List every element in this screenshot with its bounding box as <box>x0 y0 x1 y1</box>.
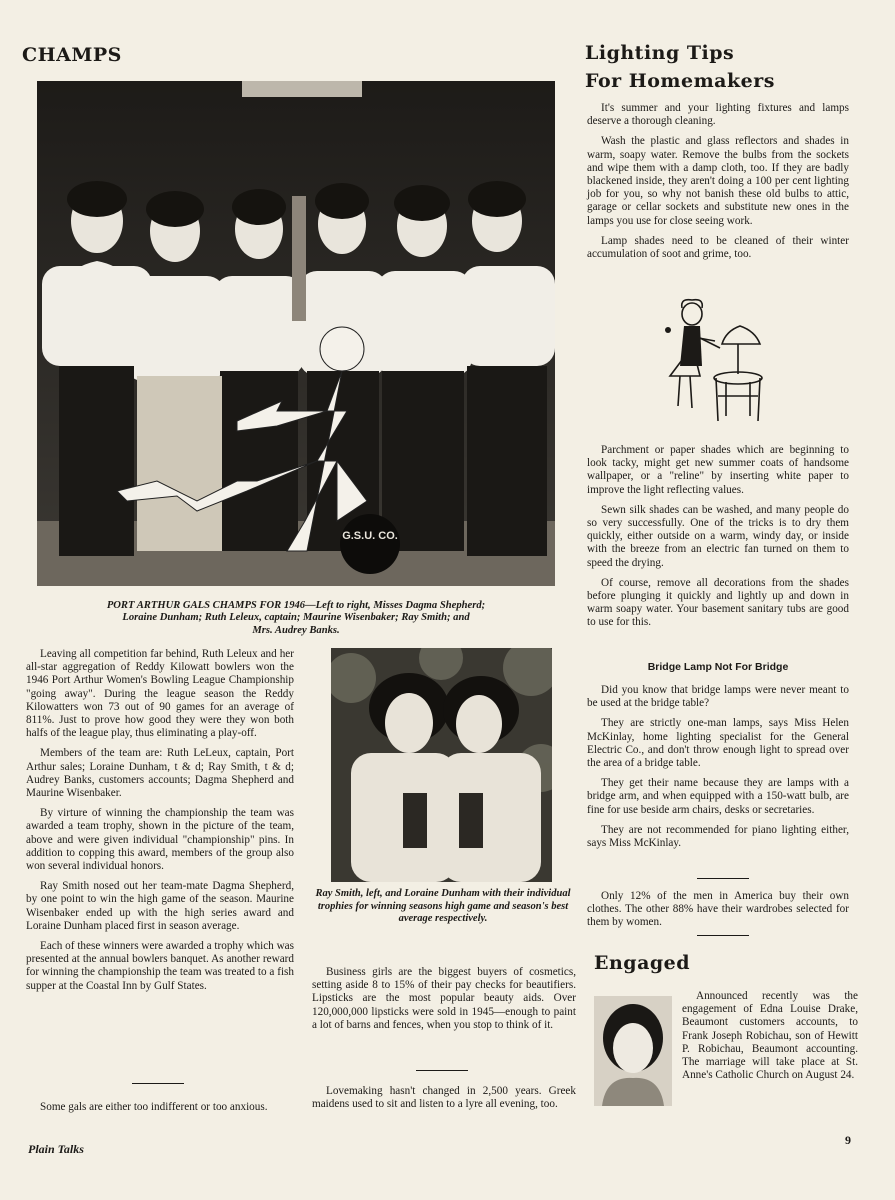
engaged-portrait <box>594 996 672 1106</box>
lighting-tips-heading-line2: For Homemakers <box>585 70 775 92</box>
lighting-paragraph: Sewn silk shades can be washed, and many people do so very successfully. One of the tricks is to dry them quickly, either outside on a warm, windy day, or inside with the breeze from an electric fan turned on them to speed the drying. <box>587 503 849 569</box>
champs-paragraph: Ray Smith nosed out her team-mate Dagma Shepherd, by one point to win the high game of the season. Maurine Wisenbaker ended up with the high series award and Loraine Dunham placed first in season average. <box>26 880 294 932</box>
love-filler-text: Lovemaking hasn't changed in 2,500 years. Greek maidens used to sit and listen to a lyre all evening, too. <box>312 1085 576 1111</box>
divider-rule <box>697 935 749 936</box>
champs-article <box>26 648 294 1000</box>
bridge-paragraph: They get their name because they are lamps with a bridge arm, and when equipped with a 150-watt bulb, are fine for use beside arm chairs, desks or secretaries. <box>587 777 849 816</box>
bridge-lamp-subheading: Bridge Lamp Not For Bridge <box>647 661 789 673</box>
gals-filler-text: Some gals are either too indifferent or too anxious. <box>40 1101 268 1113</box>
cleaning-lamp-cartoon <box>660 296 770 424</box>
team-caption-line2: Loraine Dunham; Ruth Leleux, captain; Maurine Wisenbaker; Ray Smith; and <box>122 612 470 624</box>
magazine-name: Plain Talks <box>28 1142 84 1156</box>
lighting-article-top <box>587 102 849 268</box>
business-filler <box>312 966 576 1039</box>
bridge-paragraph: They are strictly one-man lamps, says Miss Helen McKinlay, home lighting specialist for the General Electric Co., and don't throw enough light to spread over the area of a bridge table. <box>587 717 849 770</box>
pair-photo <box>331 648 552 882</box>
divider-rule <box>132 1083 184 1084</box>
business-filler-text: Business girls are the biggest buyers of cosmetics, setting aside 8 to 15% of their pay checks for beautifiers. Lipsticks are the most popular beauty aids. Over 120,000,000 lipsticks were sold in 1945—enough to paint a lot of barns and fences, when you stop to think of it. <box>312 966 576 1031</box>
divider-rule <box>416 1070 468 1071</box>
team-photo <box>37 81 555 586</box>
pair-photo-caption <box>310 888 576 926</box>
bridge-lamp-article <box>587 684 849 857</box>
engaged-heading: Engaged <box>594 952 691 974</box>
lighting-article-bottom <box>587 444 849 637</box>
love-filler <box>312 1085 576 1118</box>
lighting-paragraph: Of course, remove all decorations from the shades before plunging it quickly and lightly up and down in warm soapy water. Your basement sanitary tubs are good to use for this. <box>587 576 849 629</box>
engaged-article <box>682 990 858 1089</box>
engaged-text: Announced recently was the engagement of Edna Louise Drake, Beaumont customers accounts, to Frank Joseph Robichau, son of Hewitt P. Robichau, Beaumont accounting. The marriage will take place at St. Anne's Catholic Church on August 24. <box>682 990 858 1082</box>
champs-paragraph: Members of the team are: Ruth LeLeux, captain, Port Arthur sales; Loraine Dunham, t & d; Ray Smith, t & d; Audrey Banks, customers accounts; Dagma Shepherd and Maurine Wisenbaker. <box>26 747 294 800</box>
lighting-paragraph: Lamp shades need to be cleaned of their winter accumulation of soot and grime, too. <box>587 234 849 261</box>
team-caption-line3: Mrs. Audrey Banks. <box>252 624 340 636</box>
bridge-paragraph: They are not recommended for piano lighting either, says Miss McKinlay. <box>587 823 849 850</box>
lighting-paragraph: Wash the plastic and glass reflectors and shades in warm, soapy water. Remove the bulbs from the sockets and wipe them with a damp cloth, too. If they are badly blackened inside, they aren't doing a 100 per cent lighting job for you, so why not banish these old bulbs to attic, garage or cellar sockets and substitute new ones in the lamps you use for close seeing work. <box>587 135 849 227</box>
champs-heading: CHAMPS <box>22 44 122 66</box>
champs-paragraph: By virture of winning the championship the team was awarded a team trophy, shown in the picture of the team, above and were given individual "championship" pins. In addition to copping this award, members of the group also won several individual honors. <box>26 807 294 873</box>
champs-paragraph: Each of these winners were awarded a trophy which was presented at the annual bowlers banquet. As another reward for winning the championship the team was treated to a fish supper at the Coastal Inn by Gulf States. <box>26 940 294 992</box>
team-photo-caption <box>22 600 570 637</box>
bowling-ball-label: G.S.U. CO. <box>342 530 398 542</box>
champs-paragraph: Leaving all competition far behind, Ruth Leleux and her all-star aggregation of Reddy Kilowatt bowlers won the 1946 Port Arthur Women's Bowling League Championship "going away". During the league season the Reddy Kilowatters won 73 out of 90 games for an average of 811%. Just to prove how good they were they won both halfs of the league play, thus eliminating a play-off. <box>26 648 294 740</box>
team-caption-line1: PORT ARTHUR GALS CHAMPS FOR 1946—Left to right, Misses Dagma Shepherd; <box>106 600 486 611</box>
lighting-paragraph: Parchment or paper shades which are beginning to look tacky, might get new summer coats of handsome wallpaper, or a "reline" by inserting white paper to improve the light reflecting values. <box>587 444 849 496</box>
lighting-paragraph: It's summer and your lighting fixtures and lamps deserve a thorough cleaning. <box>587 102 849 128</box>
clothes-filler-text: Only 12% of the men in America buy their own clothes. The other 88% have their wardrobes selected for them by women. <box>587 890 849 929</box>
gals-filler <box>26 1101 294 1121</box>
divider-rule <box>697 878 749 879</box>
page-number: 9 <box>845 1133 851 1147</box>
clothes-filler <box>587 890 849 937</box>
lighting-tips-heading-line1: Lighting Tips <box>585 42 735 64</box>
pair-caption-text: Ray Smith, left, and Loraine Dunham with their individual trophies for winning seasons high game and season's best average respectively. <box>315 888 571 925</box>
bridge-paragraph: Did you know that bridge lamps were never meant to be used at the bridge table? <box>587 684 849 710</box>
